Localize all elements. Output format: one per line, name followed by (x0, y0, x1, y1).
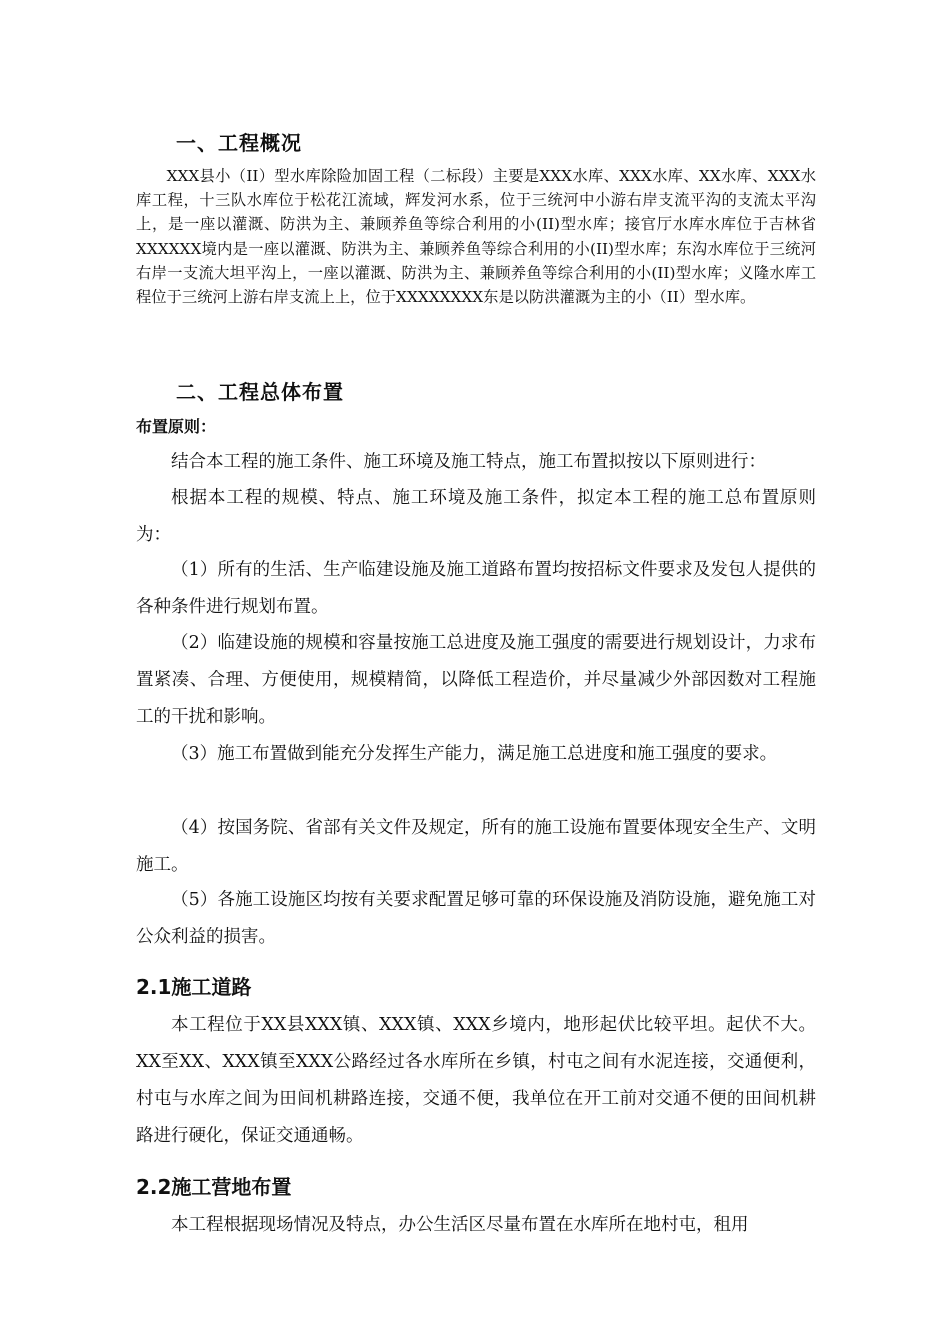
road-paragraph: 本工程位于XX县XXX镇、XXX镇、XXX乡境内，地形起伏比较平坦。起伏不大。XX至XX、XXX镇至XXX公路经过各水库所在乡镇，村屯之间有水泥连接，交通便利，村屯与水库之间为田间机耕路连接，交通不便，我单位在开工前对交通不便的田间机耕路进行硬化，保证交通通畅。 (136, 1015, 816, 1146)
principle-lead-paragraph: 根据本工程的规模、特点、施工环境及施工条件，拟定本工程的施工总布置原则为： (136, 488, 816, 545)
principle-item-1: （1）所有的生活、生产临建设施及施工道路布置均按招标文件要求及发包人提供的各种条件进行规划布置。 (136, 560, 816, 617)
principle-item-3: （3）施工布置做到能充分发挥生产能力，满足施工总进度和施工强度的要求。 (171, 744, 778, 764)
principle-item-2: （2）临建设施的规模和容量按施工总进度及施工强度的需要进行规划设计，力求布置紧凑、合理、方便使用，规模精简，以降低工程造价，并尽量减少外部因数对工程施工的干扰和影响。 (136, 633, 816, 727)
section-heading-layout: 二、工程总体布置 (176, 380, 344, 404)
principle-item-4: （4）按国务院、省部有关文件及规定，所有的施工设施布置要体现安全生产、文明施工。 (136, 818, 816, 875)
principle-intro-paragraph: 结合本工程的施工条件、施工环境及施工特点，施工布置拟按以下原则进行： (171, 452, 766, 472)
section-heading-road: 2.1施工道路 (136, 975, 252, 999)
camp-paragraph: 本工程根据现场情况及特点，办公生活区尽量布置在水库所在地村屯，租用 (171, 1215, 749, 1235)
overview-paragraph: XXX县小（II）型水库除险加固工程（二标段）主要是XXX水库、XXX水库、XX水库、XXX水库工程，十三队水库位于松花江流域，辉发河水系，位于三统河中小游右岸支流平沟的支流太平沟上，是一座以灌溉、防洪为主、兼顾养鱼等综合利用的小(II)型水库；接官厅水库水库位于吉林省XXXXXX境内是一座以灌溉、防洪为主、兼顾养鱼等综合利用的小(II)型水库；东沟水库位于三统河右岸一支流大坦平沟上，一座以灌溉、防洪为主、兼顾养鱼等综合利用的小(II)型水库；义隆水库工程位于三统河上游右岸支流上上，位于XXXXXXXX东是以防洪灌溉为主的小（II）型水库。 (136, 167, 816, 307)
principle-label: 布置原则： (136, 417, 217, 436)
section-heading-overview: 一、工程概况 (176, 131, 302, 155)
principle-item-5: （5）各施工设施区均按有关要求配置足够可靠的环保设施及消防设施，避免施工对公众利益的损害。 (136, 890, 816, 947)
section-heading-camp: 2.2施工营地布置 (136, 1175, 292, 1199)
